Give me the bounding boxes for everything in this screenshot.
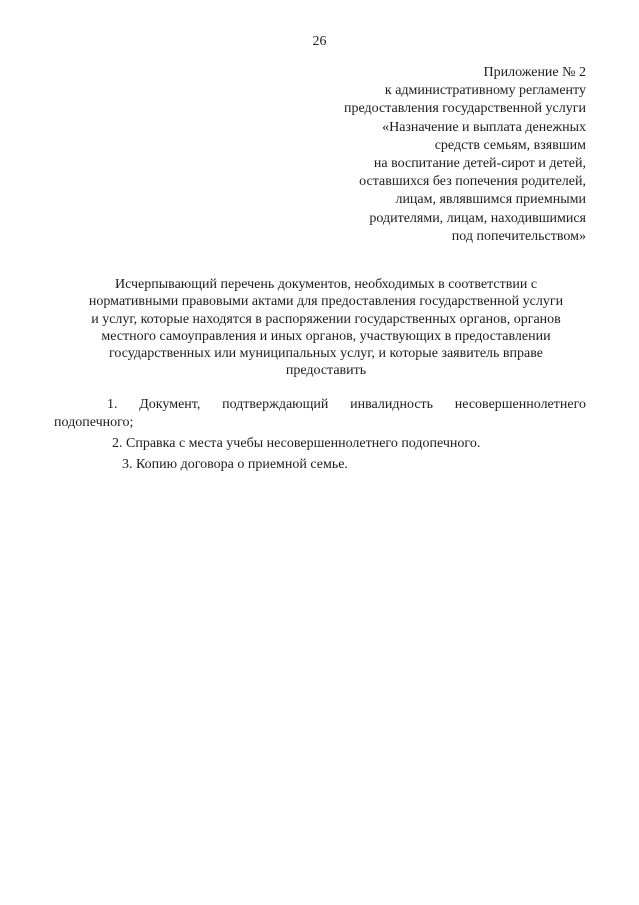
appendix-line: средств семьям, взявшим bbox=[434, 137, 586, 153]
document-heading bbox=[40, 276, 612, 380]
appendix-line: к административному регламенту bbox=[384, 83, 586, 99]
heading-line: государственных или муниципальных услуг, и которые заявитель вправе bbox=[109, 346, 543, 362]
page-number: 26 bbox=[312, 34, 327, 49]
heading-line: нормативными правовыми актами для предоставления государственной услуги bbox=[88, 294, 564, 310]
list-item-word: подтверждающий bbox=[222, 397, 329, 412]
list-item: 3. Копию договора о приемной семье. bbox=[122, 456, 348, 472]
list-item-continuation: подопечного; bbox=[54, 414, 134, 430]
list-item-word: инвалидность bbox=[350, 397, 434, 412]
appendix-line: предоставления государственной услуги bbox=[344, 101, 586, 117]
document-list bbox=[54, 396, 586, 473]
list-item: 2. Справка с места учебы несовершеннолетнего подопечного. bbox=[112, 436, 481, 451]
list-item-first-line bbox=[54, 396, 586, 414]
heading-line: и услуг, которые находятся в распоряжении государственных органов, органов bbox=[91, 311, 561, 327]
appendix-line: на воспитание детей-сирот и детей, bbox=[373, 156, 586, 172]
list-item-word: Документ, bbox=[139, 397, 201, 412]
appendix-line: Приложение № 2 bbox=[483, 65, 586, 80]
heading-line: местного самоуправления и иных органов, участвующих в предоставлении bbox=[101, 328, 551, 344]
list-item-word: 1. bbox=[107, 397, 118, 412]
appendix-line: под попечительством» bbox=[451, 228, 586, 244]
appendix-line: «Назначение и выплата денежных bbox=[382, 119, 586, 135]
heading-line: Исчерпывающий перечень документов, необходимых в соответствии с bbox=[114, 277, 538, 292]
heading-line: предоставить bbox=[285, 363, 367, 379]
appendix-line: лицам, являвшимся приемными bbox=[395, 192, 586, 208]
list-item-word: несовершеннолетнего bbox=[454, 397, 586, 412]
appendix-line: родителями, лицам, находившимися bbox=[369, 210, 586, 226]
list-item bbox=[54, 396, 586, 431]
appendix-line: оставшихся без попечения родителей, bbox=[359, 174, 586, 190]
appendix-header bbox=[266, 64, 586, 246]
